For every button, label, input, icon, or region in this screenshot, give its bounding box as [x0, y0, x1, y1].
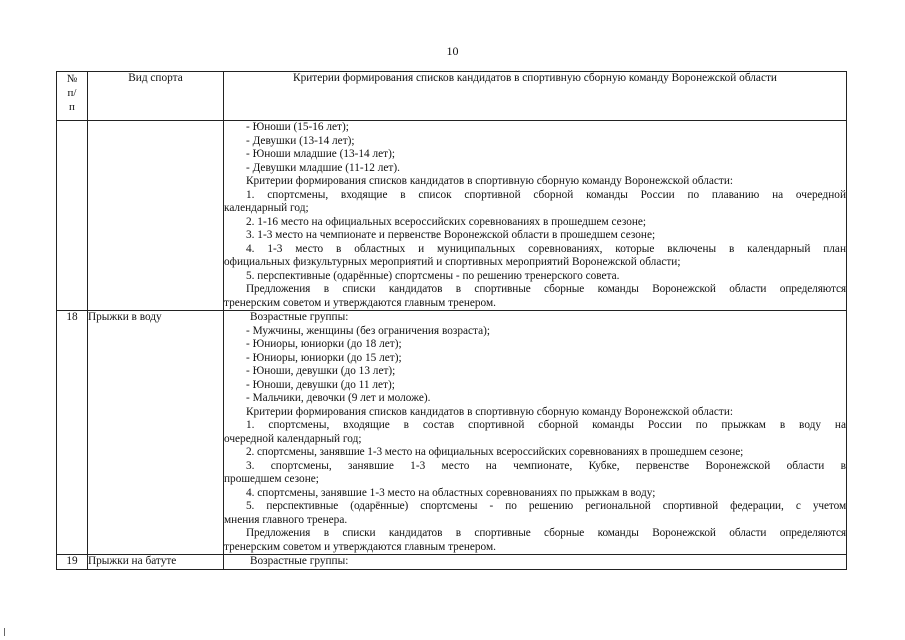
- table-row: [57, 311, 847, 555]
- age-groups-heading: Возрастные группы:: [250, 555, 349, 567]
- criteria-item-continuation: официальных физкультурных мероприятий и спортивных мероприятий Воронежской области;: [224, 256, 681, 268]
- age-group-item: - Мужчины, женщины (без ограничения возраста);: [246, 324, 490, 337]
- age-group-item: - Юноши младшие (13-14 лет);: [246, 148, 396, 160]
- row-criteria: [224, 555, 847, 570]
- criteria-item: 4. спортсмены, занявшие 1-3 место на областных соревнованиях по прыжкам в воду;: [246, 486, 656, 499]
- criteria-item-continuation: очередной календарный год;: [224, 432, 362, 445]
- age-group-item: - Юноши, девушки (до 11 лет);: [246, 378, 395, 391]
- criteria-item: 2. спортсмены, занявшие 1-3 место на официальных всероссийских соревнованиях в прошедшем сезоне;: [246, 446, 744, 458]
- criteria-item: 2. 1-16 место на официальных всероссийских соревнованиях в прошедшем сезоне;: [246, 215, 647, 228]
- criteria-heading: Критерии формирования списков кандидатов в спортивную сборную команду Воронежской области:: [246, 405, 734, 418]
- row-number: [57, 121, 88, 311]
- criteria-item-continuation: прошедшем сезоне;: [224, 473, 319, 485]
- proposal-text: Предложения в списки кандидатов в спортивные сборные команды Воронежской области определяются: [246, 283, 846, 295]
- age-group-item: - Юниоры, юниорки (до 18 лет);: [246, 338, 402, 350]
- criteria-heading: Критерии формирования списков кандидатов в спортивную сборную команду Воронежской области:: [246, 175, 734, 187]
- header-number: [57, 72, 88, 121]
- table-header-row: [57, 72, 847, 121]
- row-sport: Прыжки на батуте: [88, 555, 224, 570]
- table-row: [57, 555, 847, 570]
- age-group-item: - Мальчики, девочки (9 лет и моложе).: [246, 392, 431, 404]
- criteria-item-continuation: календарный год;: [224, 202, 309, 214]
- criteria-item: 1. спортсмены, входящие в состав спортивной сборной команды России по прыжкам в воду на: [246, 419, 846, 431]
- header-number-line: №: [66, 73, 78, 85]
- row-number: 19: [57, 555, 88, 570]
- age-group-item: - Юноши, девушки (до 13 лет);: [246, 365, 396, 377]
- row-criteria: [224, 121, 847, 311]
- header-number-line: п: [69, 101, 75, 113]
- criteria-item: 4. 1-3 место в областных и муниципальных соревнованиях, которые включены в календарный план: [246, 242, 846, 255]
- scan-edge-mark: [4, 628, 5, 636]
- age-group-item: - Девушки младшие (11-12 лет).: [246, 161, 400, 174]
- criteria-item-continuation: мнения главного тренера.: [224, 513, 348, 526]
- row-sport: Прыжки в воду: [88, 311, 224, 555]
- header-criteria: Критерии формирования списков кандидатов в спортивную сборную команду Воронежской области: [224, 72, 847, 121]
- row-number: 18: [57, 311, 88, 555]
- table-row: [57, 121, 847, 311]
- page-number: 10: [446, 44, 459, 58]
- row-criteria: [224, 311, 847, 555]
- criteria-item: 5. перспективные (одарённые) спортсмены - по решению тренерского совета.: [246, 269, 620, 282]
- age-groups-heading: Возрастные группы:: [250, 311, 349, 323]
- age-group-item: - Девушки (13-14 лет);: [246, 134, 355, 147]
- row-sport: [88, 121, 224, 311]
- header-number-line: п/: [67, 87, 77, 99]
- criteria-item: 1. спортсмены, входящие в список спортивной сборной команды России по плаванию на очередной: [246, 188, 846, 201]
- criteria-item: 3. 1-3 место на чемпионате и первенстве Воронежской области в прошедшем сезоне;: [246, 229, 656, 241]
- proposal-continuation: тренерским советом и утверждаются главным тренером.: [224, 296, 496, 309]
- proposal-continuation: тренерским советом и утверждаются главным тренером.: [224, 540, 496, 553]
- age-group-item: - Юниоры, юниорки (до 15 лет);: [246, 351, 402, 364]
- criteria-item: 3. спортсмены, занявшие 1-3 место на чемпионате, Кубке, первенстве Воронежской области в: [246, 459, 846, 472]
- proposal-text: Предложения в списки кандидатов в спортивные сборные команды Воронежской области определяются: [246, 527, 846, 539]
- age-group-item: - Юноши (15-16 лет);: [246, 121, 349, 133]
- header-sport: Вид спорта: [88, 72, 224, 121]
- criteria-table: [56, 71, 847, 570]
- criteria-item: 5. перспективные (одарённые) спортсмены - по решению региональной спортивной федерации, с учетом: [246, 500, 846, 512]
